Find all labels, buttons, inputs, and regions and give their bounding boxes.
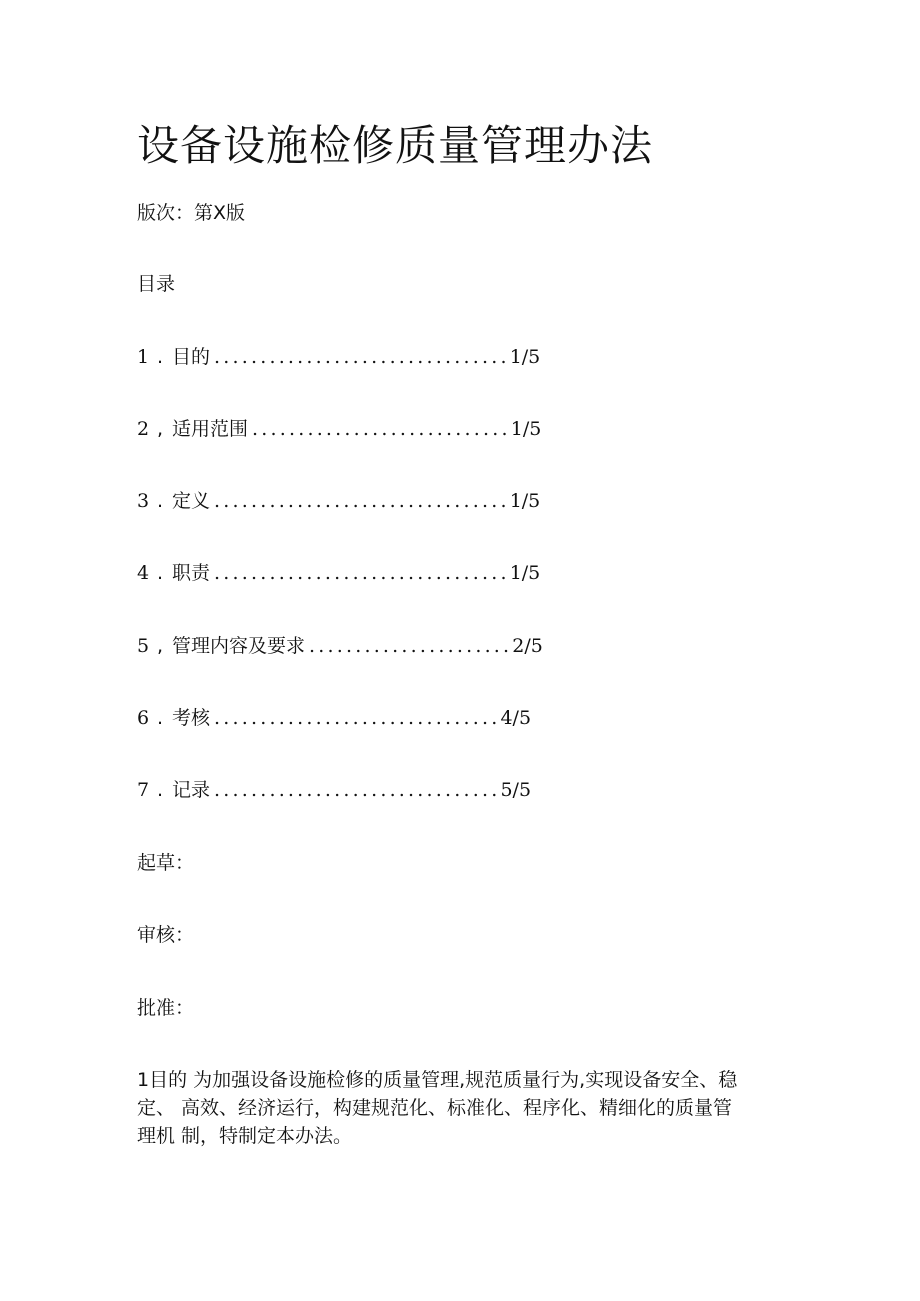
version-line: 版次：第X版 (137, 202, 246, 224)
toc-entry[interactable] (137, 777, 531, 803)
toc-number: 2 (137, 418, 150, 440)
toc-label: 定义 (172, 490, 211, 512)
toc-page-number: 5/5 (500, 779, 532, 801)
toc-number: 4 (137, 562, 150, 584)
toc-entry[interactable] (137, 488, 540, 514)
toc-label: 目的 (172, 346, 211, 368)
toc-leader-dots: ................................ (214, 562, 510, 584)
toc-separator: . (157, 779, 164, 801)
toc-separator: , (157, 635, 164, 657)
toc-leader-dots: ................................ (214, 346, 510, 368)
toc-entry[interactable] (137, 705, 531, 731)
draft-signoff: 起草： (137, 852, 195, 874)
toc-label: 管理内容及要求 (172, 635, 306, 657)
toc-leader-dots: ............................... (214, 707, 501, 729)
toc-leader-dots: ................................ (214, 490, 510, 512)
toc-page-number: 4/5 (500, 707, 532, 729)
section-1-purpose (137, 1066, 787, 1150)
toc-label: 考核 (172, 707, 211, 729)
toc-number: 3 (137, 490, 150, 512)
toc-entry[interactable] (137, 416, 541, 442)
toc-separator: . (157, 707, 164, 729)
toc-number: 6 (137, 707, 150, 729)
paragraph-line: 定、 高效、经济运行，构建规范化、标准化、程序化、精细化的质量管 (137, 1097, 733, 1119)
toc-separator: . (157, 490, 164, 512)
approve-signoff: 批准： (137, 997, 195, 1019)
toc-leader-dots: ...................... (309, 635, 513, 657)
paragraph-line: 1目的 为加强设备设施检修的质量管理,规范质量行为,实现设备安全、稳 (137, 1069, 738, 1091)
paragraph-line: 理机 制，特制定本办法。 (137, 1125, 353, 1147)
toc-number: 5 (137, 635, 150, 657)
toc-label: 记录 (172, 779, 211, 801)
toc-label: 适用范围 (172, 418, 249, 440)
review-signoff: 审核： (137, 924, 195, 946)
toc-heading: 目录 (137, 273, 176, 295)
toc-number: 7 (137, 779, 150, 801)
toc-entry[interactable] (137, 633, 543, 659)
toc-entry[interactable] (137, 344, 540, 370)
toc-page-number: 2/5 (512, 635, 543, 657)
toc-page-number: 1/5 (509, 346, 541, 368)
toc-page-number: 1/5 (510, 418, 542, 440)
toc-separator: . (157, 562, 164, 584)
toc-entry[interactable] (137, 560, 540, 586)
toc-separator: , (157, 418, 164, 440)
document-title: 设备设施检修质量管理办法 (137, 121, 654, 170)
toc-page-number: 1/5 (509, 490, 541, 512)
toc-page-number: 1/5 (509, 562, 541, 584)
toc-leader-dots: ............................ (252, 418, 511, 440)
toc-leader-dots: ............................... (214, 779, 501, 801)
toc-label: 职责 (172, 562, 211, 584)
toc-number: 1 (137, 346, 150, 368)
toc-separator: . (157, 346, 164, 368)
